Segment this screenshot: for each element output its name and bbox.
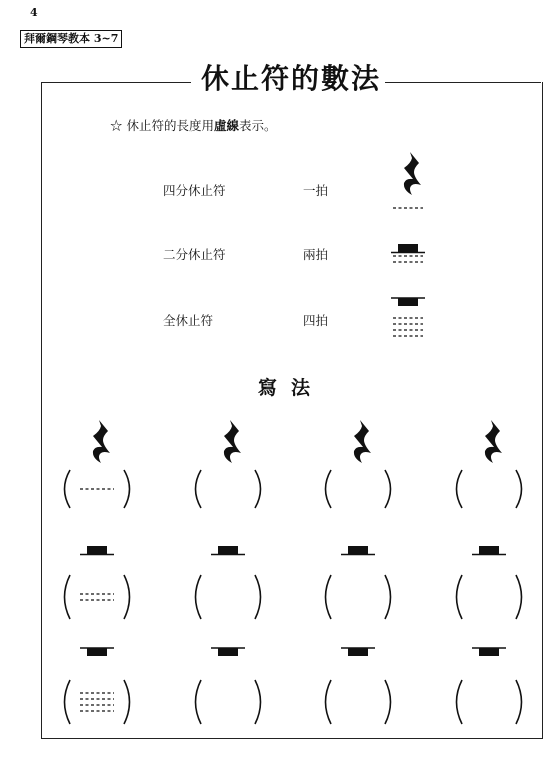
left-bracket <box>196 575 202 619</box>
book-label: 拜爾鋼琴教本 3~7 <box>20 30 122 48</box>
right-bracket <box>516 575 522 619</box>
half-rest-block <box>398 244 418 252</box>
rest-beats-half: 兩拍 <box>303 247 329 262</box>
right-bracket <box>255 470 261 508</box>
half-rest-icon <box>80 546 114 555</box>
right-bracket <box>385 470 391 508</box>
right-bracket <box>124 575 130 619</box>
left-bracket <box>196 470 202 508</box>
right-bracket <box>124 680 130 724</box>
practice-bracket <box>196 470 261 508</box>
left-bracket <box>326 575 332 619</box>
left-bracket <box>65 575 71 619</box>
right-bracket <box>385 680 391 724</box>
left-bracket <box>326 680 332 724</box>
whole-rest-icon <box>472 648 506 656</box>
left-bracket <box>65 470 71 508</box>
quarter-rest-icon <box>485 420 502 463</box>
right-bracket <box>516 470 522 508</box>
practice-bracket <box>457 680 522 724</box>
rest-name-half: 二分休止符 <box>163 247 226 262</box>
rest-beats-whole: 四拍 <box>303 313 329 328</box>
intro-bold: 虛線 <box>213 118 239 133</box>
left-bracket <box>326 470 332 508</box>
quarter-rest-icon <box>93 420 110 463</box>
quarter-rest-icon <box>354 420 371 463</box>
example-dash-lines <box>80 693 114 711</box>
left-bracket <box>457 680 463 724</box>
left-bracket <box>65 680 71 724</box>
practice-bracket <box>457 470 522 508</box>
whole-rest-icon <box>80 648 114 656</box>
whole-rest-block <box>87 648 107 656</box>
quarter-rest-shape <box>354 420 371 463</box>
half-rest-block <box>348 546 368 554</box>
practice-bracket <box>326 680 391 724</box>
rest-beats-quarter: 一拍 <box>303 183 329 198</box>
practice-bracket <box>65 680 130 724</box>
half-rest-block <box>218 546 238 554</box>
intro-prefix: ☆ 休止符的長度用 <box>110 118 214 133</box>
whole-rest-icon <box>341 648 375 656</box>
whole-rest-block <box>218 648 238 656</box>
whole-rest-icon <box>391 298 425 306</box>
left-bracket <box>457 470 463 508</box>
practice-bracket <box>326 575 391 619</box>
page-title: 休止符的數法 <box>200 62 381 95</box>
practice-bracket <box>326 470 391 508</box>
page-number: 4 <box>30 6 38 19</box>
practice-bracket <box>196 680 261 724</box>
rest-name-whole: 全休止符 <box>163 313 214 328</box>
rest-dash-lines <box>393 256 423 262</box>
quarter-rest-icon <box>224 420 241 463</box>
half-rest-icon <box>211 546 245 555</box>
whole-rest-block <box>398 298 418 306</box>
half-rest-icon <box>472 546 506 555</box>
whole-rest-block <box>348 648 368 656</box>
whole-rest-icon <box>211 648 245 656</box>
half-rest-icon <box>391 244 425 253</box>
quarter-rest-shape <box>93 420 110 463</box>
quarter-rest-shape <box>485 420 502 463</box>
section-title: 寫法 <box>257 377 324 399</box>
right-bracket <box>255 575 261 619</box>
left-bracket <box>457 575 463 619</box>
right-bracket <box>516 680 522 724</box>
right-bracket <box>124 470 130 508</box>
example-dash-lines <box>80 594 114 600</box>
quarter-rest-shape <box>404 152 421 195</box>
left-bracket <box>196 680 202 724</box>
practice-bracket <box>457 575 522 619</box>
intro-suffix: 表示。 <box>239 118 277 133</box>
quarter-rest-shape <box>224 420 241 463</box>
half-rest-block <box>479 546 499 554</box>
practice-bracket <box>65 575 130 619</box>
whole-rest-block <box>479 648 499 656</box>
right-bracket <box>255 680 261 724</box>
right-bracket <box>385 575 391 619</box>
quarter-rest-icon <box>404 152 421 195</box>
half-rest-block <box>87 546 107 554</box>
practice-bracket <box>196 575 261 619</box>
rest-name-quarter: 四分休止符 <box>163 183 226 198</box>
half-rest-icon <box>341 546 375 555</box>
rest-dash-lines <box>393 318 423 336</box>
